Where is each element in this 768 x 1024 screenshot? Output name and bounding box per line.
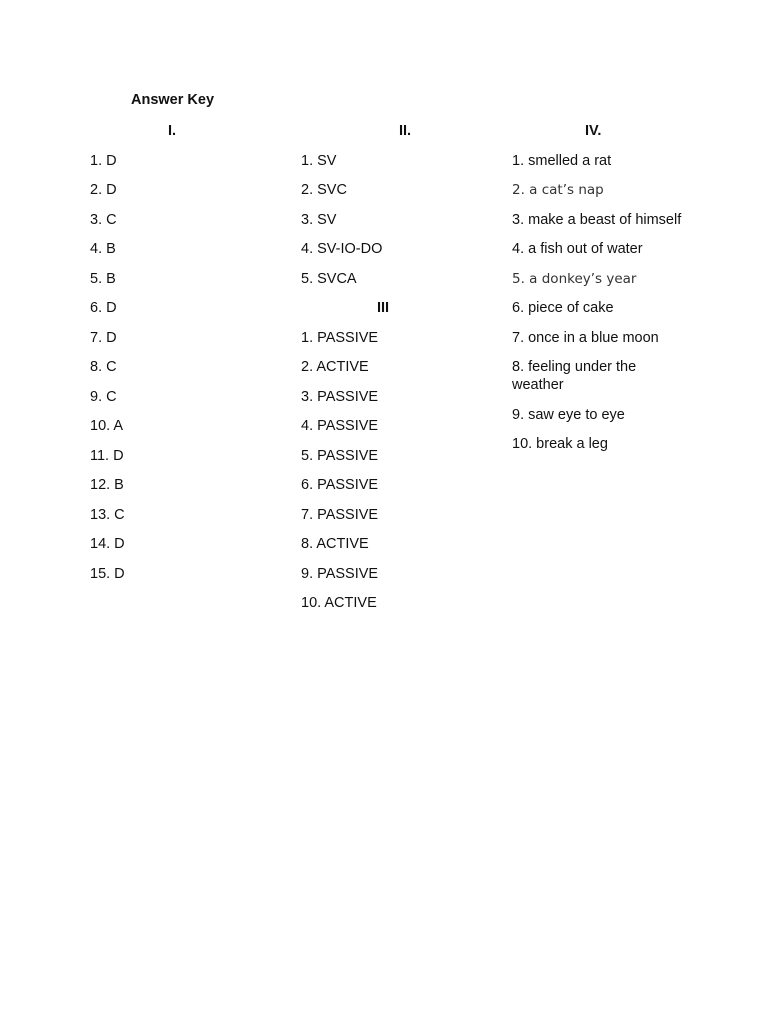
answer-item: 8. feeling under the weather	[512, 359, 637, 393]
section-1-column	[90, 122, 270, 594]
answer-item: 11. D	[90, 447, 124, 464]
section-1-heading: I.	[168, 123, 177, 139]
answer-item: 2. a cat’s nap	[512, 182, 604, 198]
section-2-3-column	[301, 122, 501, 624]
section-4-column	[512, 122, 682, 465]
answer-item: 1. D	[90, 152, 117, 169]
answer-item: 2. SVC	[301, 182, 347, 198]
answer-item: 6. piece of cake	[512, 300, 614, 316]
answer-item: 14. D	[90, 536, 125, 552]
answer-item: 3. C	[90, 211, 117, 228]
answer-item: 3. SV	[301, 211, 337, 228]
answer-item: 5. SVCA	[301, 270, 357, 287]
answer-item: 1. PASSIVE	[301, 329, 379, 346]
answer-item: 12. B	[90, 477, 124, 493]
answer-item: 8. C	[90, 359, 117, 375]
answer-item: 5. PASSIVE	[301, 447, 379, 464]
section-4-heading: IV.	[585, 123, 602, 139]
answer-item: 4. B	[90, 241, 116, 257]
answer-item: 9. PASSIVE	[301, 565, 379, 582]
answer-item: 4. SV-IO-DO	[301, 241, 383, 257]
answer-item: 7. D	[90, 329, 117, 346]
answer-item: 5. B	[90, 270, 116, 287]
page-title: Answer Key	[131, 92, 215, 108]
answer-item: 6. PASSIVE	[301, 477, 379, 493]
answer-item: 3. PASSIVE	[301, 388, 379, 405]
answer-item: 13. C	[90, 506, 125, 523]
answer-item: 2. D	[90, 182, 117, 198]
answer-item: 4. a fish out of water	[512, 241, 643, 257]
answer-item: 3. make a beast of himself	[512, 211, 682, 228]
answer-item: 15. D	[90, 565, 125, 582]
answer-item: 9. saw eye to eye	[512, 406, 625, 423]
answer-item: 6. D	[90, 300, 117, 316]
answer-item: 10. A	[90, 418, 124, 434]
answer-item: 9. C	[90, 388, 117, 405]
section-3-heading: III	[377, 300, 390, 316]
answer-item: 10. ACTIVE	[301, 595, 377, 611]
answer-item: 10. break a leg	[512, 436, 608, 452]
answer-item: 7. once in a blue moon	[512, 329, 659, 346]
answer-item: 7. PASSIVE	[301, 506, 379, 523]
section-2-heading: II.	[399, 123, 412, 139]
answer-item: 2. ACTIVE	[301, 359, 369, 375]
answer-item: 4. PASSIVE	[301, 418, 379, 434]
answer-item: 1. smelled a rat	[512, 152, 612, 169]
answer-item: 5. a donkey’s year	[512, 270, 637, 287]
answer-item: 1. SV	[301, 152, 337, 169]
answer-item: 8. ACTIVE	[301, 536, 369, 552]
